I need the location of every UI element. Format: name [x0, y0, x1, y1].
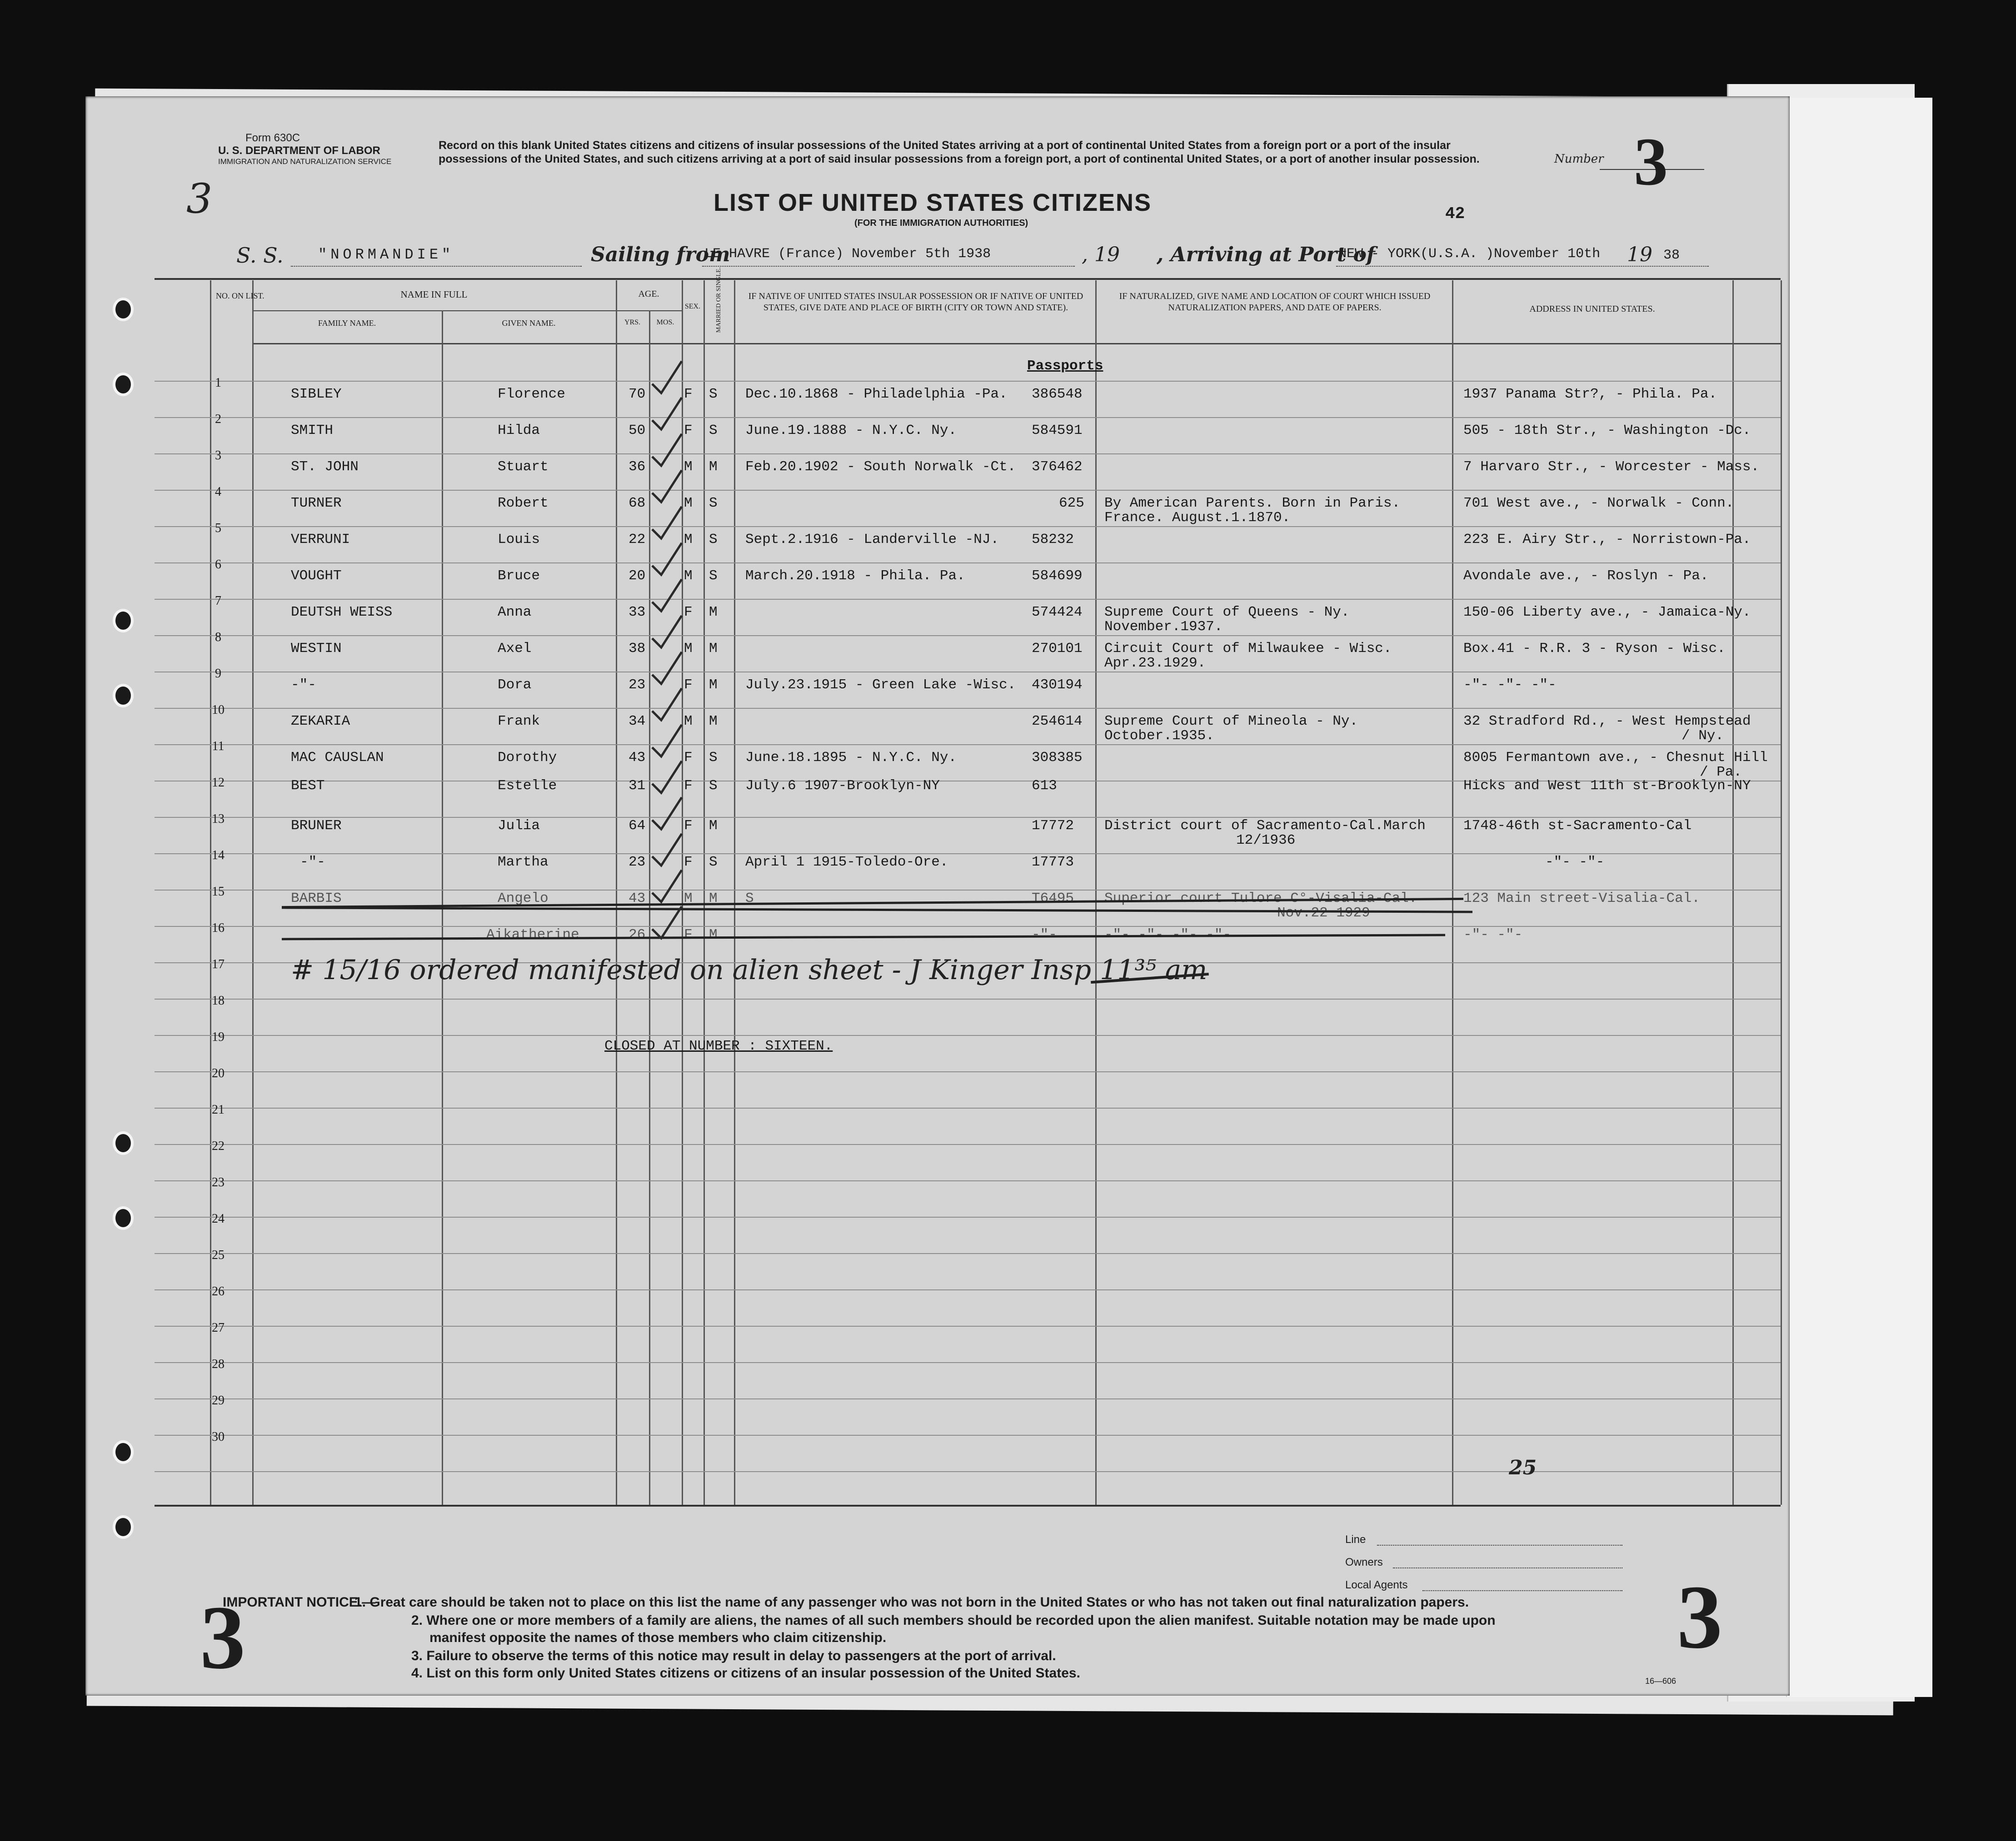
ship-underline	[291, 266, 582, 267]
row-number: 9	[215, 667, 221, 681]
agents-label: Local Agents	[1345, 1579, 1408, 1591]
naturalization-info: Supreme Court of Mineola - Ny.	[1104, 713, 1358, 729]
family-name: -"-	[291, 677, 316, 693]
stamped-number-left: 3	[200, 1587, 245, 1688]
marital-status: M	[709, 818, 718, 834]
birth-info: June.18.1895 - N.Y.C. Ny.	[745, 750, 957, 766]
row-number: 26	[212, 1284, 225, 1299]
col-divider	[1452, 280, 1453, 1505]
row-rule	[155, 599, 1781, 600]
row-number: 5	[215, 521, 221, 535]
row-number: 16	[212, 921, 225, 935]
row-rule	[155, 1326, 1781, 1327]
given-name: Louis	[498, 532, 540, 547]
marital-status: M	[709, 677, 718, 693]
family-name: TURNER	[291, 495, 342, 511]
marital-status: M	[709, 713, 718, 729]
row-rule	[155, 853, 1781, 854]
sex: F	[684, 677, 693, 693]
family-name: SIBLEY	[291, 386, 342, 402]
row-number: 13	[212, 812, 225, 826]
address: 701 West ave., - Norwalk - Conn.	[1463, 495, 1734, 511]
print-code: 16—606	[1645, 1677, 1677, 1686]
col-divider	[1781, 280, 1782, 1505]
col-divider	[1095, 280, 1097, 1505]
age-years: 50	[629, 423, 646, 438]
given-name: Julia	[498, 818, 540, 834]
row-number: 19	[212, 1030, 225, 1044]
arriving-value: NEW - YORK(U.S.A. )November 10th	[1338, 246, 1601, 262]
row-number: 28	[212, 1357, 225, 1371]
agents-underline	[1422, 1590, 1622, 1591]
row-number: 15	[212, 885, 225, 899]
row-number: 18	[212, 994, 225, 1008]
notice-item: 4. List on this form only United States citizens or citizens of an insular possession of the United States.	[411, 1666, 1080, 1681]
row-rule	[155, 1180, 1781, 1181]
sex: F	[684, 604, 693, 620]
year-prefix-2: 19	[1627, 243, 1652, 266]
row-number: 4	[215, 485, 221, 499]
owners-underline	[1393, 1567, 1622, 1568]
row-rule	[155, 381, 1781, 382]
family-name: VOUGHT	[291, 568, 342, 584]
naturalization-info: Circuit Court of Milwaukee - Wisc.	[1104, 641, 1392, 657]
passport-number: 430194	[1032, 677, 1083, 693]
passport-number: 386548	[1032, 386, 1083, 402]
marital-status: S	[709, 386, 718, 402]
passport-number: 613	[1032, 778, 1057, 794]
row-number: 25	[212, 1248, 225, 1262]
row-rule	[155, 635, 1781, 636]
arriving-underline	[1336, 266, 1709, 267]
given-name: Bruce	[498, 568, 540, 584]
address: -"- -"- -"-	[1463, 677, 1557, 693]
marital-status: S	[709, 532, 718, 547]
address: 1937 Panama Str?, - Phila. Pa.	[1463, 386, 1717, 402]
handwritten-count: 25	[1509, 1456, 1537, 1479]
row-rule	[155, 1362, 1781, 1363]
marital-status: M	[709, 641, 718, 657]
family-name: ST. JOHN	[291, 459, 359, 475]
col-header-given: GIVEN NAME.	[502, 318, 556, 328]
age-years: 20	[629, 568, 646, 584]
handwritten-note: # 15/16 ordered manifested on alien sheet - J Kinger Insp 11³⁵ am	[291, 954, 1208, 986]
service-name: IMMIGRATION AND NATURALIZATION SERVICE	[218, 157, 392, 166]
sex: M	[684, 891, 693, 906]
address: -"- -"-	[1463, 927, 1523, 943]
back-sheet-edge-2	[1786, 98, 1932, 1697]
sex: F	[684, 386, 693, 402]
sex: M	[684, 568, 693, 584]
given-name: Hilda	[498, 423, 540, 438]
line-label: Line	[1345, 1533, 1366, 1546]
punch-hole	[113, 1206, 134, 1230]
marital-status: S	[709, 423, 718, 438]
arriving-label: , Arriving at Port of	[1157, 243, 1375, 266]
birth-info: S	[745, 891, 754, 906]
page-title: LIST OF UNITED STATES CITIZENS	[714, 189, 1152, 216]
age-years: 23	[629, 677, 646, 693]
age-years: 43	[629, 750, 646, 766]
row-number: 24	[212, 1212, 225, 1226]
sex: F	[684, 750, 693, 766]
address: Box.41 - R.R. 3 - Ryson - Wisc.	[1463, 641, 1726, 657]
row-rule	[155, 417, 1781, 418]
naturalization-info: Nov.22 1929	[1277, 905, 1370, 921]
row-rule	[155, 708, 1781, 709]
sex: M	[684, 495, 693, 511]
family-name: WESTIN	[291, 641, 342, 657]
sailing-underline	[702, 266, 1075, 267]
family-name: DEUTSH WEISS	[291, 604, 393, 620]
birth-info: Feb.20.1902 - South Norwalk -Ct.	[745, 459, 1016, 475]
punch-hole	[113, 684, 134, 707]
passport-number: 584699	[1032, 568, 1083, 584]
row-rule	[155, 1289, 1781, 1290]
given-name: Stuart	[498, 459, 549, 475]
department-name: U. S. DEPARTMENT OF LABOR	[218, 144, 380, 157]
col-header-age: AGE.	[638, 289, 659, 299]
col-header-address: ADDRESS IN UNITED STATES.	[1529, 304, 1655, 314]
row-number: 6	[215, 557, 221, 572]
marital-status: S	[709, 854, 718, 870]
passport-number: 625	[1059, 495, 1084, 511]
sex: F	[684, 778, 693, 794]
passport-number: 574424	[1032, 604, 1083, 620]
age-years: 70	[629, 386, 646, 402]
col-header-married	[715, 302, 723, 333]
birth-info: July.6 1907-Brooklyn-NY	[745, 778, 940, 794]
notice-item: 2. Where one or more members of a family are aliens, the names of all such members should be recorded upon the alien manifest. Suitable notation may be made upon	[411, 1613, 1496, 1628]
address: 505 - 18th Str., - Washington -Dc.	[1463, 423, 1751, 438]
address: 123 Main street-Visalia-Cal.	[1463, 891, 1700, 906]
row-number: 21	[212, 1103, 225, 1117]
family-name: -"-	[300, 854, 325, 870]
table-bottom-border	[155, 1505, 1781, 1507]
handwritten-page-number: 3	[186, 175, 213, 223]
sex: M	[684, 713, 693, 729]
punch-hole	[113, 373, 134, 396]
given-name: Aikatherine	[486, 927, 579, 943]
row-rule	[155, 526, 1781, 527]
col-header-yrs: YRS.	[624, 318, 641, 326]
family-name: SMITH	[291, 423, 334, 438]
owners-label: Owners	[1345, 1556, 1383, 1568]
ss-label: S. S.	[236, 243, 284, 268]
given-name: Florence	[498, 386, 565, 402]
family-name: MAC CAUSLAN	[291, 750, 384, 766]
passport-number: 270101	[1032, 641, 1083, 657]
col-header-mos: MOS.	[656, 318, 674, 326]
row-number: 12	[212, 776, 225, 790]
check-marks	[648, 359, 707, 945]
sex: F	[684, 423, 693, 438]
age-years: 64	[629, 818, 646, 834]
birth-info: March.20.1918 - Phila. Pa.	[745, 568, 965, 584]
address-continued: / Ny.	[1682, 728, 1724, 744]
passport-number: 58232	[1032, 532, 1074, 547]
marital-status: M	[709, 927, 718, 943]
col-header-name: NAME IN FULL	[400, 289, 468, 300]
passport-number: 17772	[1032, 818, 1074, 834]
row-number: 14	[212, 848, 225, 862]
stamp-number: 42	[1445, 204, 1465, 223]
stamped-number-right: 3	[1677, 1567, 1722, 1667]
record-instructions: Record on this blank United States citizens and citizens of insular possessions of the United States arriving at a port of continental United States from a foreign port or a port of the insular possessions of the United States, and such citizens arriving at a port of said insular possessions from a foreign port, a port of continental United States, or a port of another insular possession.	[439, 139, 1480, 165]
address: -"- -"-	[1545, 854, 1605, 870]
address: 7 Harvaro Str., - Worcester - Mass.	[1463, 459, 1760, 475]
sex: M	[684, 532, 693, 547]
family-name: BRUNER	[291, 818, 342, 834]
col-divider	[616, 280, 617, 1505]
form-number: Form 630C	[245, 132, 300, 144]
row-rule	[155, 1253, 1781, 1254]
address-continued: / Pa.	[1700, 764, 1742, 780]
punch-hole	[113, 298, 134, 321]
given-name: Estelle	[498, 778, 557, 794]
given-name: Angelo	[498, 891, 549, 906]
naturalization-info: -"- -"- -"- -"-	[1104, 927, 1232, 943]
number-label: Number	[1554, 152, 1604, 166]
age-years: 43	[629, 891, 646, 906]
age-years: 34	[629, 713, 646, 729]
row-rule	[155, 1398, 1781, 1399]
naturalization-info: Superior court Tulore C°-Visalia-Cal.	[1104, 891, 1417, 906]
age-years: 33	[629, 604, 646, 620]
family-name: VERRUNI	[291, 532, 350, 547]
row-number: 20	[212, 1066, 225, 1080]
given-name: Dora	[498, 677, 532, 693]
address: Hicks and West 11th st-Brooklyn-NY	[1463, 778, 1751, 794]
row-rule	[155, 1035, 1781, 1036]
row-number: 30	[212, 1430, 225, 1444]
punch-hole	[113, 1440, 134, 1464]
sailing-from-value: LE HAVRE (France) November 5th 1938	[704, 246, 991, 262]
passport-number: 17773	[1032, 854, 1074, 870]
marital-status: S	[709, 778, 718, 794]
birth-info: Dec.10.1868 - Philadelphia -Pa.	[745, 386, 1008, 402]
given-name: Frank	[498, 713, 540, 729]
row-rule	[155, 1071, 1781, 1072]
age-years: 68	[629, 495, 646, 511]
marital-status: M	[709, 891, 718, 906]
passports-heading: Passports	[1027, 358, 1103, 374]
name-header-rule	[252, 310, 616, 311]
given-name: Robert	[498, 495, 549, 511]
given-name: Anna	[498, 604, 532, 620]
notice-item: 1. Great care should be taken not to place on this list the name of any passenger who was not born in the United States or who has not taken out final naturalization papers.	[354, 1595, 1469, 1610]
list-number: 3	[1634, 124, 1668, 199]
marital-status: M	[709, 604, 718, 620]
sex: F	[684, 818, 693, 834]
notice-heading: IMPORTANT NOTICE.—	[223, 1595, 376, 1610]
passport-number: 308385	[1032, 750, 1083, 766]
address: 32 Stradford Rd., - West Hempstead	[1463, 713, 1751, 729]
row-rule	[155, 1217, 1781, 1218]
sex: M	[684, 459, 693, 475]
table-top-border	[155, 278, 1781, 280]
row-rule	[155, 926, 1781, 927]
given-name: Dorothy	[498, 750, 557, 766]
row-number: 11	[212, 739, 225, 753]
age-years: 23	[629, 854, 646, 870]
punch-hole	[113, 1515, 134, 1539]
given-name: Martha	[498, 854, 549, 870]
row-number: 10	[212, 703, 225, 717]
punch-hole	[113, 609, 134, 632]
given-name: Axel	[498, 641, 532, 657]
naturalization-info: District court of Sacramento-Cal.March	[1104, 818, 1426, 834]
row-rule	[155, 999, 1781, 1000]
birth-info: June.19.1888 - N.Y.C. Ny.	[745, 423, 957, 438]
row-number: 3	[215, 448, 221, 463]
col-header-family: FAMILY NAME.	[318, 318, 376, 328]
age-years: 31	[629, 778, 646, 794]
age-years: 22	[629, 532, 646, 547]
ship-name: "NORMANDIE"	[318, 246, 454, 263]
birth-info: Sept.2.1916 - Landerville -NJ.	[745, 532, 999, 547]
col-header-naturalized: IF NATURALIZED, GIVE NAME AND LOCATION OF COURT WHICH ISSUED NATURALIZATION PAPERS, AND DATE OF PAPERS.	[1119, 291, 1431, 313]
row-rule	[155, 1144, 1781, 1145]
naturalization-info: France. August.1.1870.	[1104, 510, 1291, 526]
sex: M	[684, 641, 693, 657]
naturalization-info: 12/1936	[1236, 832, 1296, 848]
sex: F	[684, 854, 693, 870]
family-name: BARBIS	[291, 891, 342, 906]
notice-item: manifest opposite the names of those members who claim citizenship.	[429, 1630, 887, 1645]
address: 150-06 Liberty ave., - Jamaica-Ny.	[1463, 604, 1751, 620]
birth-info: July.23.1915 - Green Lake -Wisc.	[745, 677, 1016, 693]
row-number: 1	[215, 376, 221, 390]
header-bottom-border	[252, 343, 1781, 344]
marital-status: S	[709, 750, 718, 766]
marital-status: S	[709, 568, 718, 584]
passport-number: T6495	[1032, 891, 1074, 906]
marital-status: M	[709, 459, 718, 475]
col-divider	[252, 280, 254, 1505]
sailing-from-label: Sailing from	[591, 243, 730, 266]
row-number: 8	[215, 630, 221, 644]
col-header-no: NO. ON LIST.	[216, 291, 264, 300]
passport-number: 584591	[1032, 423, 1083, 438]
address: 1748-46th st-Sacramento-Cal	[1463, 818, 1692, 834]
col-header-sex: SEX.	[684, 303, 701, 310]
passport-number: -"-	[1032, 927, 1057, 943]
address: Avondale ave., - Roslyn - Pa.	[1463, 568, 1709, 584]
row-rule	[155, 1108, 1781, 1109]
age-years: 36	[629, 459, 646, 475]
passport-number: 376462	[1032, 459, 1083, 475]
row-number: 29	[212, 1393, 225, 1408]
family-name: BEST	[291, 778, 325, 794]
col-header-birth: IF NATIVE OF UNITED STATES INSULAR POSSESSION OR IF NATIVE OF UNITED STATES, GIVE DATE AND PLACE OF BIRTH (CITY OR TOWN AND STATE).	[748, 291, 1083, 313]
row-rule	[155, 490, 1781, 491]
row-rule	[155, 1471, 1781, 1472]
row-rule	[155, 744, 1781, 745]
punch-hole	[113, 1131, 134, 1155]
address: 223 E. Airy Str., - Norristown-Pa.	[1463, 532, 1751, 547]
sex: F	[684, 927, 693, 943]
notice-item: 3. Failure to observe the terms of this notice may result in delay to passengers at the port of arrival.	[411, 1648, 1056, 1663]
address: 8005 Fermantown ave., - Chesnut Hill	[1463, 750, 1768, 766]
age-years: 38	[629, 641, 646, 657]
row-number: 22	[212, 1139, 225, 1153]
col-divider	[734, 280, 735, 1505]
passport-number: 254614	[1032, 713, 1083, 729]
naturalization-info: November.1937.	[1104, 619, 1223, 635]
naturalization-info: October.1935.	[1104, 728, 1214, 744]
page-subtitle: (FOR THE IMMIGRATION AUTHORITIES)	[854, 218, 1028, 228]
naturalization-info: Supreme Court of Queens - Ny.	[1104, 604, 1350, 620]
row-number: 17	[212, 957, 225, 971]
year-prefix: , 19	[1082, 243, 1120, 266]
closed-at-number: CLOSED AT NUMBER : SIXTEEN.	[604, 1038, 833, 1054]
marital-status: S	[709, 495, 718, 511]
row-rule	[155, 1435, 1781, 1436]
row-number: 23	[212, 1175, 225, 1189]
row-rule	[155, 562, 1781, 563]
birth-info: April 1 1915-Toledo-Ore.	[745, 854, 948, 870]
row-number: 7	[215, 594, 221, 608]
naturalization-info: By American Parents. Born in Paris.	[1104, 495, 1401, 511]
line-underline	[1377, 1545, 1622, 1546]
family-name: ZEKARIA	[291, 713, 350, 729]
naturalization-info: Apr.23.1929.	[1104, 655, 1206, 671]
row-rule	[155, 453, 1781, 454]
age-years: 26	[629, 927, 646, 943]
row-number: 2	[215, 412, 221, 426]
year-suffix: 38	[1663, 248, 1680, 263]
row-number: 27	[212, 1321, 225, 1335]
